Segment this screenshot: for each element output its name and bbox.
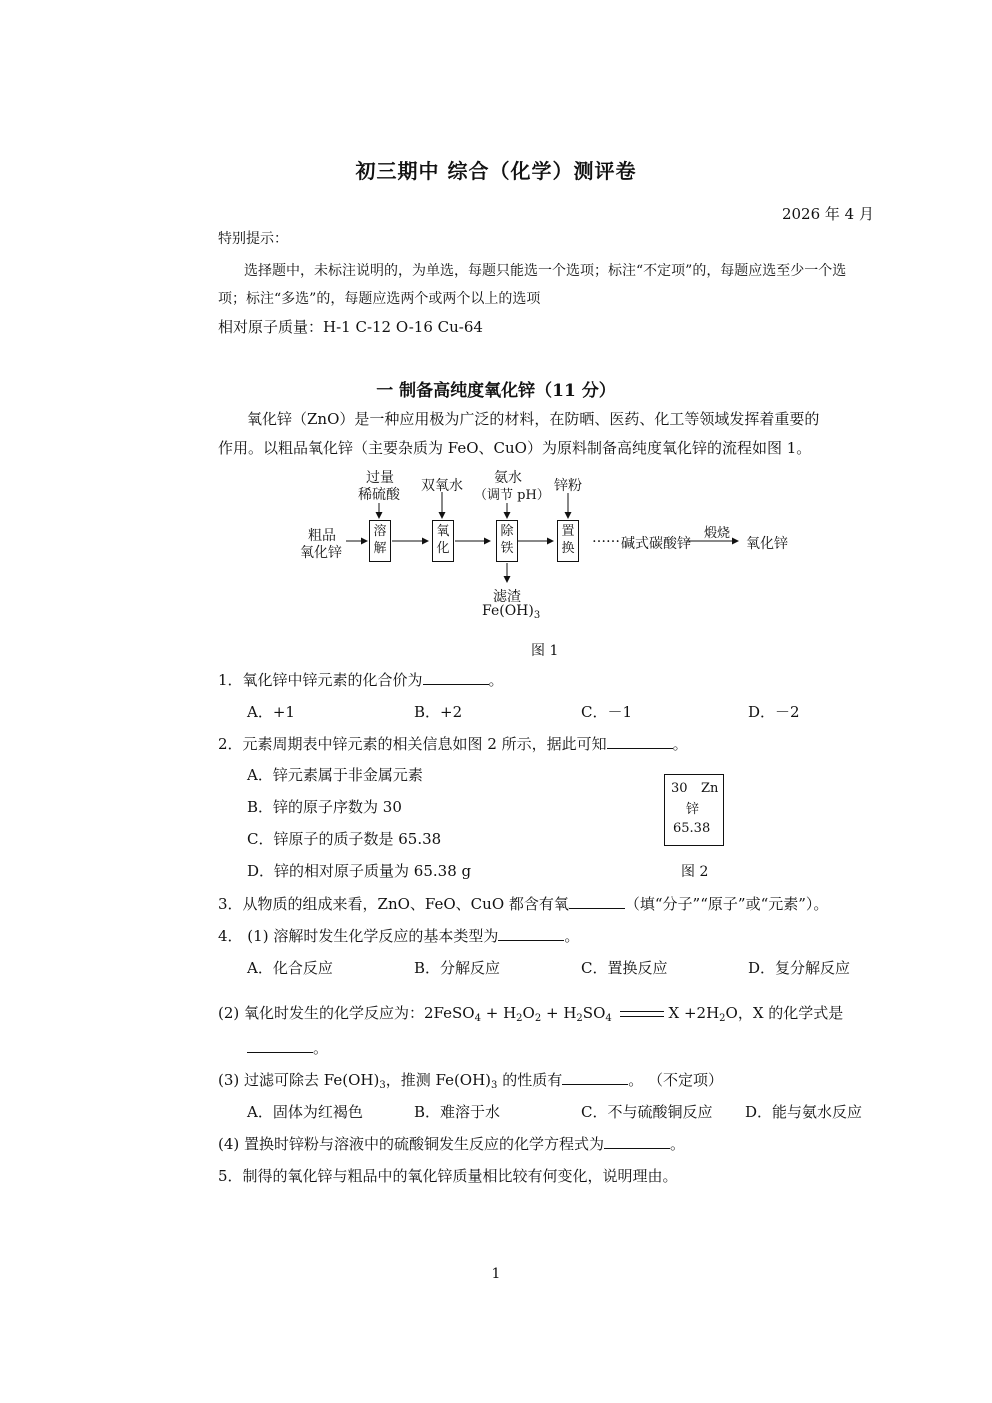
eq-sub-b: 2 xyxy=(516,1013,523,1024)
q4-part2-answer xyxy=(247,1037,328,1058)
q3-stem-text: 3．从物质的组成来看，ZnO、FeO、CuO 都含有氧 xyxy=(218,895,569,913)
q4-part1-end: 。 xyxy=(564,927,580,945)
q4-part3-stem xyxy=(218,1069,723,1091)
element-symbol: Zn xyxy=(701,781,719,796)
q1-option-a[interactable]: A．+1 xyxy=(247,703,295,721)
exam-date: 2026 年 4 月 xyxy=(781,205,874,223)
step-2-a: 氧 xyxy=(436,524,450,539)
eq-part-c: O xyxy=(522,1004,535,1022)
flow-input-3a: 氨水 xyxy=(494,470,522,486)
q4-part3-c: 的性质有 xyxy=(497,1071,563,1089)
atomic-mass-note: 相对原子质量：H-1 C-12 O-16 Cu-64 xyxy=(218,318,483,336)
step-3-a: 除 xyxy=(500,524,514,539)
residue-subscript: 3 xyxy=(533,610,541,621)
q4-part3-option-d[interactable]: D．能与氨水反应 xyxy=(745,1103,863,1121)
q4-part1-option-a[interactable]: A．化合反应 xyxy=(247,959,333,977)
q2-stem-end: 。 xyxy=(672,735,688,753)
flow-input-1b: 稀硫酸 xyxy=(358,487,400,503)
q4-part4-stem xyxy=(218,1133,685,1154)
q3-stem-end: （填“分子”“原子”或“元素”）。 xyxy=(624,895,829,913)
flow-step-remove-iron xyxy=(496,520,518,562)
q4-part2-blank[interactable] xyxy=(247,1040,313,1053)
step-4-a: 置 xyxy=(561,524,575,539)
flow-final-product: 氧化锌 xyxy=(746,536,788,552)
q4-part3-option-a[interactable]: A．固体为红褐色 xyxy=(247,1103,363,1121)
flow-step-oxidize xyxy=(432,520,454,562)
q4-part3-a: (3) 过滤可除去 Fe(OH) xyxy=(218,1071,380,1089)
q4-part4-text: (4) 置换时锌粉与溶液中的硫酸铜发生反应的化学方程式为 xyxy=(218,1135,605,1153)
element-mass: 65.38 xyxy=(673,821,711,836)
flow-input-4: 锌粉 xyxy=(554,478,582,494)
eq-part-a: (2) 氧化时发生的化学反应为：2FeSO xyxy=(218,1004,475,1022)
q4-part3-end: 。 （不定项） xyxy=(628,1071,723,1089)
eq-sub-f: 2 xyxy=(719,1013,726,1024)
q4-part3-option-c[interactable]: C．不与硫酸铜反应 xyxy=(581,1103,713,1121)
notice-line-1: 选择题中，未标注说明的，为单选，每题只能选一个选项；标注“不定项”的，每题应选至少一个选 xyxy=(244,263,847,279)
element-name: 锌 xyxy=(686,802,700,817)
q2-answer-blank[interactable] xyxy=(607,736,673,749)
step-1-b: 解 xyxy=(373,541,387,556)
page-number: 1 xyxy=(491,1266,501,1282)
q4-part4-end: 。 xyxy=(670,1135,686,1153)
notice-heading: 特别提示： xyxy=(218,231,288,247)
flow-input-3b: （调节 pH） xyxy=(474,488,550,503)
q4-part1-option-d[interactable]: D．复分解反应 xyxy=(748,959,851,977)
q1-stem xyxy=(218,669,504,690)
q1-answer-blank[interactable] xyxy=(423,672,489,685)
q4-part1-blank[interactable] xyxy=(498,928,564,941)
intro-line-1: 氧化锌（ZnO）是一种应用极为广泛的材料，在防晒、医药、化工等领域发挥着重要的 xyxy=(247,410,820,428)
flow-start-2: 氧化锌 xyxy=(300,545,342,561)
q4-part3-blank[interactable] xyxy=(562,1072,628,1085)
q1-stem-text: 1．氧化锌中锌元素的化合价为 xyxy=(218,671,423,689)
q3-stem xyxy=(218,893,828,914)
q4-part1-stem xyxy=(218,925,579,946)
q1-option-c[interactable]: C．－1 xyxy=(581,703,633,721)
q1-option-b[interactable]: B．+2 xyxy=(414,703,463,721)
q2-option-b[interactable]: B．锌的原子序数为 30 xyxy=(247,798,402,816)
residue-formula: Fe(OH) xyxy=(482,603,534,619)
eq-part-e: SO xyxy=(582,1004,606,1022)
q4-part4-blank[interactable] xyxy=(604,1136,670,1149)
q4-part1-text: 4． (1) 溶解时发生化学反应的基本类型为 xyxy=(218,927,499,945)
eq-sub-a: 4 xyxy=(474,1013,481,1024)
flow-mid-product: 碱式碳酸锌 xyxy=(621,536,691,552)
q2-option-c[interactable]: C．锌原子的质子数是 65.38 xyxy=(247,830,442,848)
q3-answer-blank[interactable] xyxy=(569,896,625,909)
q5-stem: 5．制得的氧化锌与粗品中的氧化锌质量相比较有何变化，说明理由。 xyxy=(218,1167,678,1185)
q2-stem xyxy=(218,733,688,754)
q4-part1-option-b[interactable]: B．分解反应 xyxy=(414,959,501,977)
eq-part-f: X +2H xyxy=(663,1004,720,1022)
q4-part2-end: 。 xyxy=(313,1039,329,1057)
page-title: 初三期中 综合（化学）测评卷 xyxy=(355,159,637,183)
flow-step-dissolve xyxy=(369,520,391,562)
q4-part3-option-b[interactable]: B．难溶于水 xyxy=(414,1103,501,1121)
eq-sub-d: 2 xyxy=(576,1013,583,1024)
figure-2-caption: 图 2 xyxy=(681,864,709,880)
step-3-b: 铁 xyxy=(500,541,514,556)
eq-part-g: O，X 的化学式是 xyxy=(725,1004,844,1022)
q4-part3-sub1: 3 xyxy=(379,1080,386,1091)
eq-part-b: + H xyxy=(480,1004,517,1022)
q4-part1-option-c[interactable]: C．置换反应 xyxy=(581,959,668,977)
element-tile xyxy=(664,774,724,846)
flow-input-1a: 过量 xyxy=(366,470,394,486)
element-number: 30 xyxy=(671,781,688,796)
q2-option-d[interactable]: D．锌的相对原子质量为 65.38 g xyxy=(247,862,472,880)
residue-label: 滤渣 xyxy=(493,589,521,605)
step-1-a: 溶 xyxy=(373,524,387,539)
flow-step-replace xyxy=(557,520,579,562)
eq-sub-c: 2 xyxy=(534,1013,542,1024)
notice-line-2: 项；标注“多选”的，每题应选两个或两个以上的选项 xyxy=(218,291,541,307)
q2-stem-text: 2．元素周期表中锌元素的相关信息如图 2 所示，据此可知 xyxy=(218,735,607,753)
section-title: 一 制备高纯度氧化锌（11 分） xyxy=(376,381,616,401)
flow-input-2: 双氧水 xyxy=(421,478,463,494)
figure-1-caption: 图 1 xyxy=(531,643,559,659)
flow-start-1: 粗品 xyxy=(308,528,336,544)
step-2-b: 化 xyxy=(436,541,450,556)
eq-sub-e: 4 xyxy=(605,1013,612,1024)
q2-option-a[interactable]: A．锌元素属于非金属元素 xyxy=(247,766,423,784)
step-4-b: 换 xyxy=(561,541,575,556)
q4-part3-b: ，推测 Fe(OH) xyxy=(385,1071,492,1089)
flow-arrow-label: 煅烧 xyxy=(704,526,731,541)
q1-stem-end: 。 xyxy=(488,671,504,689)
eq-part-d: + H xyxy=(541,1004,577,1022)
flow-dots: …… xyxy=(592,530,620,546)
intro-line-2: 作用。以粗品氧化锌（主要杂质为 FeO、CuO）为原料制备高纯度氧化锌的流程如图 1。 xyxy=(218,439,812,457)
equals-sign xyxy=(620,1011,664,1017)
q4-part3-sub2: 3 xyxy=(491,1080,498,1091)
q4-part2-equation xyxy=(218,1002,843,1024)
flow-residue-2 xyxy=(482,603,540,621)
q1-option-d[interactable]: D．－2 xyxy=(748,703,800,721)
